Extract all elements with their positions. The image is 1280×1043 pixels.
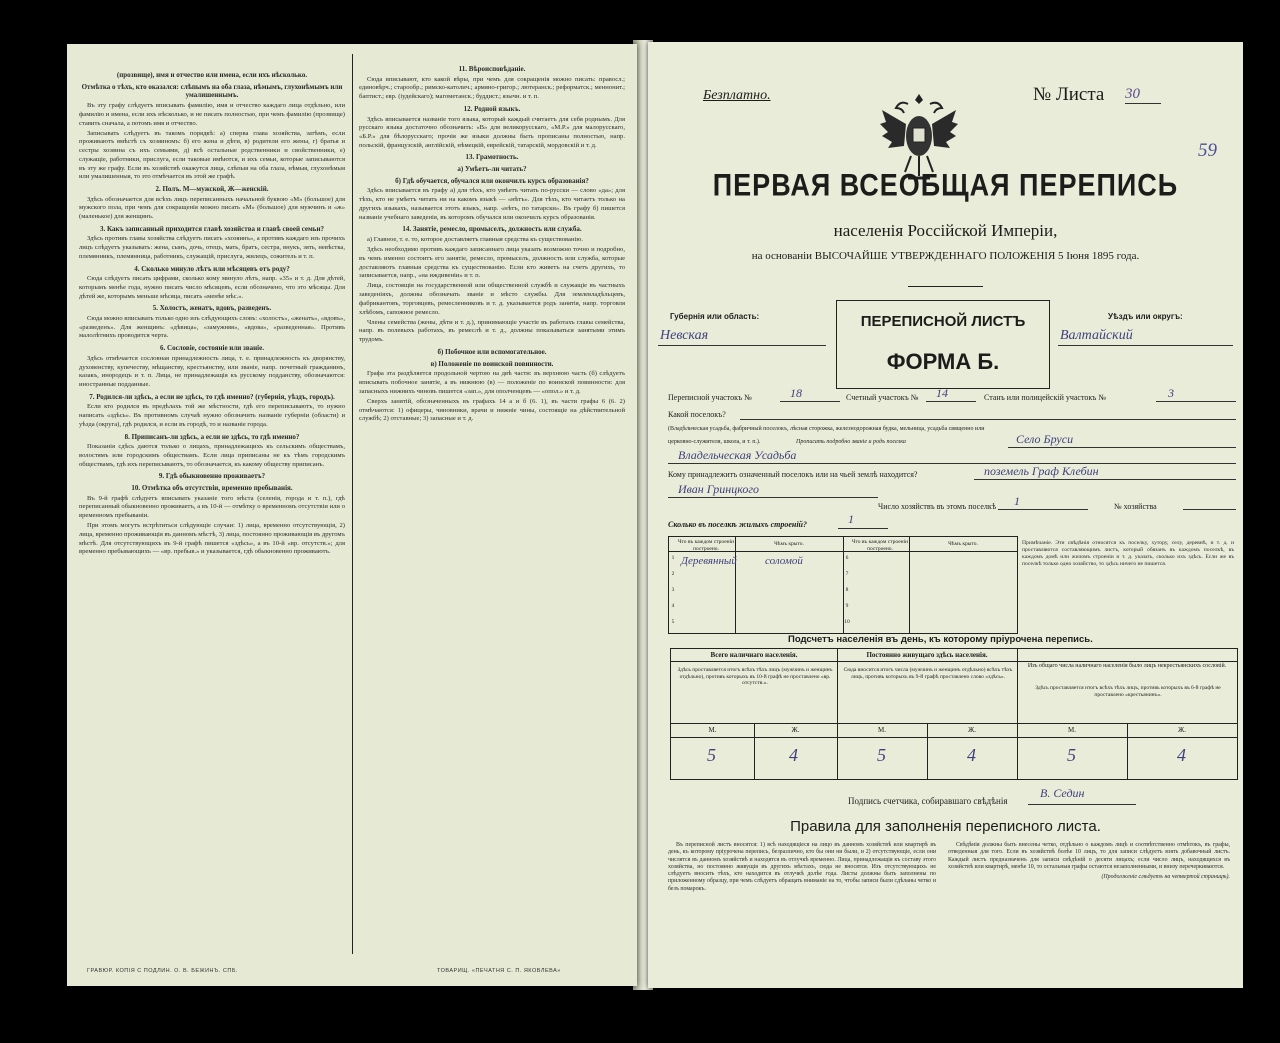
male-label: М.: [878, 726, 886, 734]
households-label: Число хозяйствъ въ этомъ поселкѣ: [878, 502, 997, 511]
household-no-label: № хозяйства: [1114, 502, 1157, 511]
pop-description: Здѣсь проставляется итогъ всѣхъ тѣхъ лицъ (мужчинъ и женщинъ отдѣльно), противъ которыхъ въ 10-й графѣ не проставлено «вр. отсутств.».: [677, 667, 833, 686]
buildings-table: [668, 536, 1018, 634]
pop-header: Всего наличнаго населенія.: [710, 651, 798, 659]
instructions-column-2: [359, 62, 625, 426]
settlement-line: [740, 419, 1236, 420]
owner-line-2: [668, 497, 878, 498]
sheet-number-value: 30: [1125, 86, 1161, 104]
heading-education: б) Гдѣ обучается, обучался или окончилъ курсъ образованія?: [395, 176, 589, 185]
heading-can-read: а) Умѣетъ-ли читать?: [457, 165, 527, 174]
police-line: [1156, 401, 1236, 402]
paragraph: Графа эта раздѣляется продольной чертою на двѣ части: въ верхнюю часть (б) слѣдуетъ вписывать побочное занятіе, а въ нижнюю (в) — положеніе по воинской повинности: для запасныхъ нижнихъ чиновъ пишется «зап.», для ополченцевъ — «опол.» и т. д.: [359, 370, 625, 395]
free-label: Безплатно.: [703, 88, 771, 103]
police-value: 3: [1168, 386, 1174, 400]
counting-value: 14: [936, 386, 948, 400]
settlement-value-line: [1008, 447, 1236, 448]
settlement-value: Село Бруси: [1016, 432, 1074, 446]
paragraph: Сюда можно вписывать только одно изъ слѣдующихъ словъ: «холостъ», «женатъ», «вдовъ», «разведенъ». Для женщинъ: «дѣвица», «замужняя», «вдова», «разведенная». Противъ малолѣтнихъ проводится черта.: [79, 315, 345, 340]
uezd-line: [1058, 345, 1233, 346]
counting-label: Счетный участокъ №: [846, 393, 919, 402]
rules-paragraph: Въ переписной листъ вносятся: 1) всѣ находящіеся на лицо въ данномъ хозяйствѣ или квартирѣ въ день, къ которому пріурочена перепись, безразлично, кто бы они ни были, и 2) отсутствующіе, если они числятся въ данномъ хозяйствѣ и находятся въ отлучкѣ временно. Лица, принадлежащія къ составу этого хозяйства, но постоянно живущія въ другихъ мѣстахъ, сюда не вносятся. Изъ отсутствующихъ не слѣдуетъ вносить тѣхъ, кто находится въ отлучкѣ долѣе года. Листы должны быть заполнены по приложенному образцу, при чемъ слѣдуетъ обращать вниманіе на то, чтобы записи были сдѣланы четко и безъ помарокъ.: [668, 842, 936, 892]
uezd-label: Уѣздъ или округъ:: [1108, 312, 1183, 321]
signature-line: [1028, 804, 1136, 805]
female-label: Ж.: [1177, 726, 1187, 734]
paragraph: При этомъ могутъ встрѣтиться слѣдующіе случаи: 1) лица, временно отсутствующія, 2) лица, временно проживающія въ данномъ мѣстѣ, 3) лица, постоянно проживающія въ другомъ мѣстѣ. Для отсутствующихъ въ 9-й графѣ пишется «здѣсь», а въ 10-й «вр. отсутств.»; для временно пребывающихъ — «вр. пребыв.» и указывается, гдѣ обыкновенно проживаютъ.: [79, 522, 346, 556]
form-name: ФОРМА Б.: [886, 349, 1000, 374]
table-divider: [671, 737, 1237, 738]
settlement-prompt: Прописать подробно званіе и родъ поселка: [796, 439, 906, 445]
pop-description: Здѣсь проставляется итогъ всѣхъ тѣхъ лицъ, противъ которыхъ въ 6-й графѣ не проставлено «крестьянинъ».: [1035, 685, 1221, 698]
district-label: Переписной участокъ №: [668, 393, 752, 402]
paragraph: а) Главное, т. е. то, которое доставляетъ главныя средства къ существованію.: [367, 235, 583, 243]
signature-value: В. Седин: [1040, 786, 1085, 800]
pop-value: 5: [1067, 745, 1076, 765]
continuation-note: (Продолженіе слѣдуетъ на четвертой страницѣ).: [1101, 874, 1230, 881]
heading-secondary: б) Побочное или вспомогательное.: [437, 347, 547, 356]
paragraph: Лица, состоящія на государственной или общественной службѣ и служащіе въ частныхъ заведеніяхъ, должны обозначать званіе и мѣсто службы. Для землевладѣльцевъ, фабрикантовъ, торговцевъ, ремесленниковъ и т. д. указывается родъ занятія, напр. торговля хлѣбомъ, сапожное ремесло.: [359, 282, 625, 316]
paragraph: Записывать слѣдуетъ въ такомъ порядкѣ: а) сперва глава хозяйства, затѣмъ, если проживаютъ вмѣстѣ съ хозяиномъ: б) его жена и дѣти, в) родители его жены, г) братья и сестры хозяина съ ихъ семьями, д) всѣ остальные родственники и свойственники, е) служащіе, работники, прислуга, если таковые имѣются, и ихъ семьи, которые записываются въ эту же графу. Если въ хозяйствѣ окажутся лица, слѣпыя на оба глаза, нѣмыя, глухонѣмыя или умалишенныя, то это отмѣчается въ этой же графѣ.: [79, 129, 345, 181]
district-value: 18: [790, 386, 802, 400]
pop-value: 5: [877, 745, 886, 765]
heading-religion: 11. Вѣроисповѣданіе.: [458, 65, 526, 73]
row-number: 7: [845, 571, 849, 577]
signature-label: Подпись счетчика, собиравшаго свѣдѣнія: [848, 796, 1008, 806]
row-number: 3: [671, 587, 675, 593]
building-1-roof: соломой: [765, 555, 803, 567]
paragraph: Здѣсь необходимо противъ каждаго записаннаго лица указать возможно точно и подробно, въ чемъ именно состоитъ его занятіе, ремесло, промыселъ, должность или служба, которые доставляютъ главныя средства къ существованію. Если кто живетъ на счетъ другихъ, то записывается, напр., «на иждивеніи» и т. п.: [359, 246, 625, 280]
lead-in: (прозвище), имя и отчество или имена, если ихъ нѣсколько.: [116, 71, 308, 79]
male-label: М.: [1068, 726, 1076, 734]
rules-column-1: [668, 842, 936, 893]
pop-header: Изъ общаго числа наличнаго населенія было лицъ некрестьянскихъ сословій.: [1027, 663, 1227, 669]
gubernia-label: Губернія или область:: [670, 312, 760, 321]
population-title: Подсчетъ населенія въ день, къ которому пріурочена перепись.: [788, 634, 1093, 645]
form-title-box: [836, 300, 1050, 389]
households-value: 1: [1014, 494, 1020, 508]
form-title: ПЕРЕПИСНОЙ ЛИСТЪ: [860, 313, 1026, 330]
rules-paragraph: Свѣдѣнія должны быть внесены четко, отдѣльно о каждомъ лицѣ и соотвѣтственно отмѣтокъ, въ графы, отведенныя для того. Если въ хозяйствѣ болѣе 10 лицъ, то для записи слѣдуетъ взять добавочный листъ. Каждый листъ предназначенъ для записи свѣдѣній о десяти лицахъ; если число лицъ, находящихся въ хозяйствѣ или квартирѣ, менѣе 10, то остальныя графы остаются незаполненными, и внизу перечеркиваются.: [948, 842, 1230, 870]
buildings-value: 1: [848, 512, 854, 526]
pop-header: Постоянно живущаго здѣсь населенія.: [866, 651, 988, 659]
heading-estate: 6. Сословіе, состояніе или званіе.: [160, 344, 264, 353]
heading-sex: 2. Полъ. М—мужской, Ж—женскій.: [155, 184, 269, 193]
pop-description: Сюда вносится итогъ числа (мужчинъ и женщинъ отдѣльно) всѣхъ тѣхъ лицъ, противъ которыхъ въ 9-й графѣ проставлено слово «здѣсь».: [843, 667, 1013, 680]
archive-stamp-number: 59: [1198, 140, 1217, 161]
buildings-line: [838, 528, 888, 529]
lead-note: Отмѣтка о тѣхъ, кто оказался: слѣпымъ на оба глаза, нѣмымъ, глухонѣмымъ или умалишеннымъ.: [81, 82, 343, 100]
table-header: Что въ каждом строеніи построено.: [851, 539, 909, 552]
row-number: 2: [671, 571, 675, 577]
heading-registration: 8. Приписанъ-ли здѣсь, а если не здѣсь, то гдѣ именно?: [124, 432, 300, 441]
counting-line: [926, 401, 976, 402]
heading-relation: 3. Какъ записанный приходится главѣ хозяйства и главѣ своей семьи?: [99, 224, 325, 233]
settlement-line-2: [668, 463, 1236, 464]
buildings-note: Примѣчаніе. Эти свѣдѣнія относятся къ поселку, хутору, селу, деревнѣ, и т. д. и проставляются составляющимъ листъ, который обязанъ въ каждомъ поселкѣ, въ каждомъ домѣ или жиломъ строеніи и т. д. указать, сколько ихъ здѣсь. Если же въ поселкѣ только одно хозяйство, то здѣсь ничего не пишется.: [1022, 540, 1234, 567]
table-header: Что въ каждом строеніи построено.: [677, 539, 735, 552]
male-label: М.: [708, 726, 717, 734]
paragraph: Здѣсь вписывается въ графу а) для тѣхъ, кто умѣетъ читать по-русски — слово «да»; для тѣхъ, кто не умѣетъ читать ни на какомъ языкѣ — «нѣтъ». Для тѣхъ, кто читаетъ только на другихъ языкахъ, называется этотъ языкъ, напр. «нѣтъ, по татарски». Въ графу б) пишется названіе учебнаго заведенія, въ которомъ обучался или окончилъ курсъ образованія.: [359, 187, 625, 221]
owner-value: поземель Граф Клебин: [984, 464, 1099, 478]
row-number: 1: [671, 555, 675, 561]
pop-value: 4: [1177, 745, 1186, 765]
heading-occupation: 14. Занятіе, ремесло, промыселъ, должность или служба.: [402, 225, 582, 234]
paragraph: Сверхъ занятій, обозначенныхъ въ графахъ 14 а и б (6. 1), въ части графы 6 (6. 2) отмѣчаются: 1) офицеры, чиновники, врачи и нижніе чины, состоящіе на дѣйствительной службѣ; 2) отставные; 3) запасные и т. д.: [359, 397, 625, 423]
paragraph: Въ эту графу слѣдуетъ вписывать фамилію, имя и отчество каждаго лица отдѣльно, или фамилію и имена, если ихъ нѣсколько, и не писать полностью, при чемъ фамилію (прозвище) ставить сначала, а потомъ имя и отчество.: [79, 102, 345, 127]
row-number: 9: [845, 603, 849, 609]
column-divider: [352, 54, 353, 954]
census-basis: на основаніи ВЫСОЧАЙШЕ УТВЕРЖДЕННАГО ПОЛОЖЕНІЯ 5 Іюня 1895 года.: [751, 250, 1140, 262]
pop-value: 5: [707, 745, 716, 765]
rules-column-2: [948, 842, 1230, 881]
table-divider: [837, 649, 838, 779]
district-line: [780, 401, 840, 402]
pop-value: 4: [789, 745, 798, 765]
printer-note-right: ТОВАРИЩ. «ПЕЧАТНЯ С. П. ЯКОВЛЕВА»: [437, 968, 561, 974]
instructions-column-1: [79, 68, 345, 559]
rules-title: Правила для заполненія переписного листа.: [790, 818, 1101, 835]
table-divider: [671, 661, 1237, 662]
paragraph: Показанія сдѣсь даются только о лицахъ, принадлежащихъ къ сельскимъ обществамъ, волостямъ или городскимъ обществамъ. Если лица приписаны не къ тѣмъ городскимъ обществамъ, гдѣ ихъ переписываютъ, то обозначается, къ какому обществу приписанъ.: [79, 443, 345, 468]
settlement-note: (Владѣльческая усадьба, фабричный поселокъ, лѣсная сторожка, железнодорожная будка, мельница, усадьба священно или: [668, 426, 985, 432]
census-subtitle: населенія Россійской Имперіи,: [833, 221, 1058, 240]
table-header: Чѣмъ крыто.: [948, 541, 978, 547]
female-label: Ж.: [967, 726, 977, 734]
owner-line: [974, 479, 1236, 480]
heading-marital: 5. Холостъ, женатъ, вдовъ, разведенъ.: [152, 304, 272, 313]
paragraph: Здѣсь противъ главы хозяйства слѣдуетъ писать «хозяинъ», а противъ каждаго изъ прочихъ лицъ слѣдуетъ указывать: жена, сынъ, дочь, отецъ, мать, братъ, сестра, внукъ, зять, невѣстка, племянникъ, племянница, работникъ, служащій, прислуга, жилецъ, сожитель и т. п.: [79, 235, 345, 260]
row-number: 4: [671, 603, 675, 609]
paragraph: Если кто родился въ предѣлахъ той же мѣстности, гдѣ его переписываютъ, то нужно написать «здѣсь». Въ противномъ случаѣ нужно обозначить названіе губерніи (области) и уѣзда (округа), гдѣ родился, и если въ городѣ, то и названіе города.: [79, 403, 345, 428]
row-number: 5: [671, 619, 675, 625]
right-page: [648, 42, 1243, 988]
owner-label: Кому принадлежитъ означенный поселокъ или на чьей землѣ находится?: [668, 470, 918, 479]
uezd-value: Валтайский: [1060, 328, 1133, 343]
table-divider: [1017, 649, 1018, 779]
paragraph: Здѣсь отмѣчается сословная принадлежность лица, т. е. принадлежность къ дворянству, духовенству, купечеству, мѣщанству, крестьянству, или званіе, напр. почетный гражданинъ, казакъ, инородецъ и т. п. Лица, не принадлежащія къ русскому подданству, обозначаются: иностранные подданные.: [79, 354, 345, 388]
paragraph: Здѣсь вписывается названіе того языка, который каждый считаетъ для себя роднымъ. Для русскаго языка достаточно обозначить: «В» для великорусскаго, «М.Р.» для малорусскаго, «Б.Р.» для бѣлорусскаго; прочія же языки должны быть прописаны полностью, напр. польскій, французскій, англійскій, нѣмецкій, еврейскій, татарскій, мордовскій и т. д.: [359, 115, 625, 149]
household-no-line: [1183, 509, 1236, 510]
pop-value: 4: [967, 745, 976, 765]
heading-military: в) Положеніе по воинской повинности.: [430, 359, 554, 368]
row-number: 6: [845, 555, 849, 561]
gubernia-line: [658, 345, 826, 346]
owner-value-2: Иван Гринцкого: [678, 482, 760, 496]
police-label: Станъ или полицейскій участокъ №: [984, 393, 1107, 402]
buildings-label: Сколько въ поселкѣ жилыхъ строеній?: [668, 520, 807, 529]
heading-age: 4. Сколько минуло лѣтъ или мѣсяцевъ отъ роду?: [134, 264, 290, 273]
left-page: [67, 44, 637, 986]
census-title: ПЕРВАЯ ВСЕОБЩАЯ ПЕРЕПИСЬ: [712, 167, 1179, 203]
paragraph: Сюда слѣдуетъ писать цифрами, сколько кому минуло лѣтъ, напр. «35» и т. д. Для дѣтей, которымъ менѣе года, нужно писать число мѣсяцевъ, если обозначено, что это мѣсяцы. Для дѣтей же, которымъ меньше мѣсяца, писать «менѣе мѣс.».: [79, 275, 345, 300]
heading-absence: 10. Отмѣтка объ отсутствіи, временно пребыванія.: [131, 484, 293, 493]
paragraph: Члены семейства (жены, дѣти и т. д.), принимающіе участіе въ работахъ главы семейства, напр. въ полевыхъ работахъ, въ ремеслѣ и т. д., должны показываться занятыми этимъ трудомъ.: [359, 318, 625, 344]
heading-literacy: 13. Грамотность.: [465, 153, 519, 162]
female-label: Ж.: [791, 726, 800, 734]
sheet-number-label: № Листа: [1033, 84, 1105, 105]
heading-birthplace: 7. Родился-ли здѣсь, а если не здѣсь, то гдѣ именно? (губернія, уѣздъ, городъ).: [89, 392, 335, 401]
households-line: [998, 509, 1088, 510]
paragraph: Здѣсь обозначается для всѣхъ лицъ переписанныхъ начальной буквою «М» (большое) для мужского пола, при чемъ для сокращенія можно писать «М» (большое) для мужчинъ и «ж» (маленькое) для женщинъ.: [79, 195, 345, 221]
row-number: 8: [845, 587, 849, 593]
row-number: 10: [844, 619, 850, 625]
table-divider: [671, 723, 1237, 724]
heading-language: 12. Родной языкъ.: [463, 104, 521, 113]
settlement-label: Какой поселокъ?: [668, 410, 726, 419]
table-header: Чѣмъ крыто.: [774, 541, 804, 547]
heading-residence: 9. Гдѣ обыкновенно проживаетъ?: [158, 472, 266, 481]
title-divider: [908, 286, 983, 287]
paragraph: Сюда вписывают, кто какой вѣры, при чемъ для сокращенія можно писать: правосл.; единовѣрч.; старообр.; римско-католич.; армяно-григор.; лютеранск.; реформатск.; меннонит.; баптист.; евр. (іудейскаго); магометанск.; буддист.; язычн. и т. п.: [359, 75, 625, 101]
population-table: [670, 648, 1238, 780]
settlement-value-2: Владельческая Усадьба: [678, 448, 797, 462]
printer-note-left: ГРАВЮР. КОПІЯ С ПОДЛИН. О. В. БЕЖИНЪ. СПБ.: [87, 968, 238, 974]
building-1-value: Деревянный: [681, 555, 737, 567]
settlement-note-2: церковно-служителя, школа, и т. п.).: [668, 439, 761, 445]
gubernia-value: Невская: [660, 328, 709, 343]
paragraph: Въ 9-й графѣ слѣдуетъ вписывать указаніе того мѣста (селенія, города и т. п.), гдѣ переписанный обыкновенно проживаетъ, а въ 10-й — отмѣтку о временномъ отсутствіи или о временномъ пребываніи.: [79, 494, 345, 520]
